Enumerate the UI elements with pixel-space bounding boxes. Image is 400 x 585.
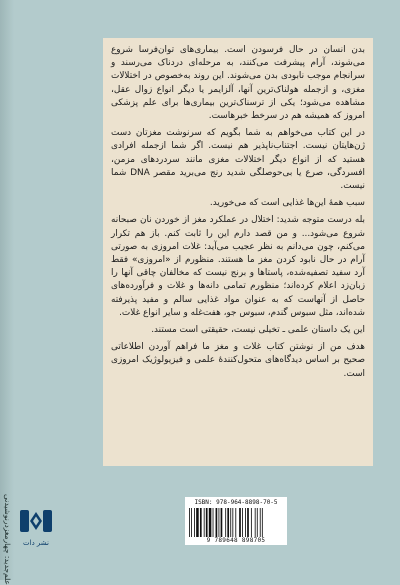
publisher-logo <box>16 504 56 554</box>
barcode-bars <box>188 508 284 537</box>
spine-title: علم‌جدید: چهارمغزدرنو‌شید‌نی <box>3 494 12 585</box>
paragraph-purpose: هدف من از نوشتن کتاب غلات و مغز ما فراهم آوردن اطلاعاتی صحیح بر اساس دیدگاه‌های متحول‌کنندهٔ علمی و فیزیولوژیک امروزی است. <box>111 342 365 379</box>
paragraph-cause: سبب همهٔ این‌ها غذایی است که می‌خورید. <box>209 198 365 209</box>
isbn-barcode <box>185 497 287 545</box>
paragraph-genes: در این کتاب می‌خواهم به شما بگویم که سرنوشت مغزتان دست ژن‌هایتان نیست. اجتناب‌ناپذیر هم نیست. اگر شما ازجمله افرادی هستید که از انواع دیگر اختلالات مغزی مانند سردردهای مزمن، افسردگی، صرع یا بی‌حوصلگی شدید رنج می‌برید مقصر DNA شما نیست. <box>111 128 366 192</box>
dot-publisher-logo-icon <box>19 504 53 538</box>
back-cover-text-panel <box>103 38 373 466</box>
barcode-digits: 9 789648 898705 <box>206 537 266 544</box>
isbn-label: ISBN: 978-964-8898-70-5 <box>194 499 278 506</box>
publisher-name: نشر دات <box>23 539 49 547</box>
paragraph-grains: بله درست متوجه شدید: اختلال در عملکرد مغز از خوردن نان صبحانه شروع می‌شود... و من قصد دارم این را ثابت کنم. باز هم تکرار می‌کنم، چون می‌دانم به نظر عجیب می‌آید: غلات امروزی به صورتی آرام در حال نابود کردن مغز ما هستند. منظورم از «امروزی» فقط آرد سفید تصفیه‌شده، پاستاها و برنج نیست که مخالفان چاقی آنها را زبان‌زد اعلام کرده‌اند؛ منظورم تمامی دانه‌ها و غلات و فرآورده‌های حاصل از آنهاست که به عنوان مواد غذایی سالم و مفید پذیرفته شده‌اند، مثل سبوس گندم، سبوس جو، هفت‌غله و سایر انواع غلات. <box>111 215 365 318</box>
paragraph-intro: بدن انسان در حال فرسودن است. بیماری‌های توان‌فرسا شروع می‌شوند، آرام پیشرفت می‌کنند، به مرحله‌ای دردناک می‌رسند و سرانجام موجب نابودی بدن می‌شوند. این روند به‌خصوص در اختلالات مغزی، و ازجمله هولناک‌ترین آنها، آلزایمر یا دیگر انواع زوال عقل، مشاهده می‌شود؛ یکی از ترسناک‌ترین بیماری‌ها برای علم پزشکی امروز که همیشه هم در سرخط خبرهاست. <box>111 45 365 122</box>
paragraph-not-fiction: این یک داستان علمی ـ تخیلی نیست، حقیقتی است مستند. <box>151 325 365 336</box>
